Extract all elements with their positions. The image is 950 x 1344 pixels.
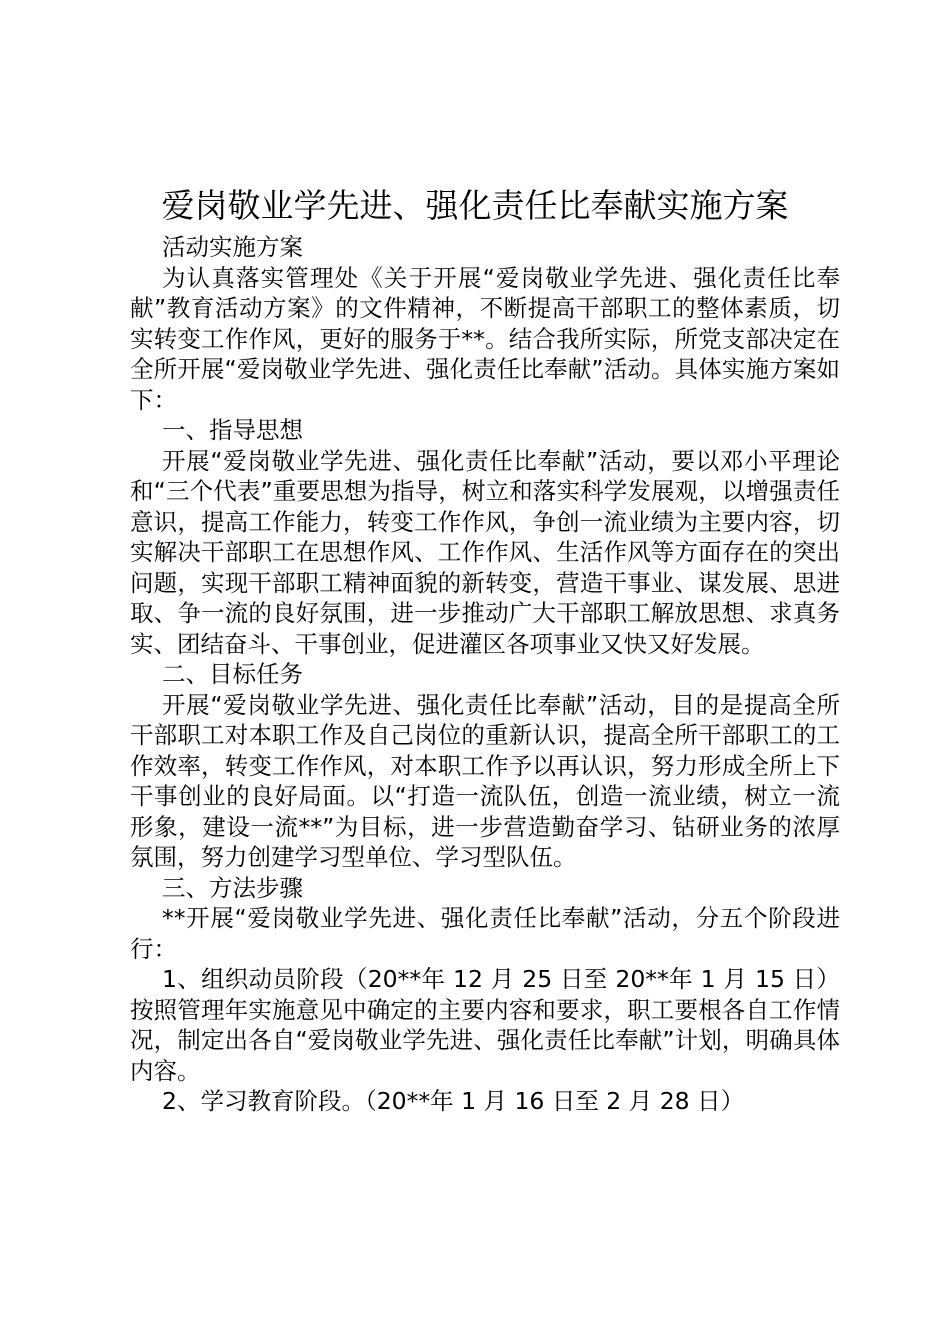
section-heading-method-steps: 三、方法步骤 xyxy=(162,873,303,902)
document-body xyxy=(130,232,840,1117)
section-heading-goals-tasks: 二、目标任务 xyxy=(162,660,303,688)
document-subtitle: 活动实施方案 xyxy=(162,233,303,261)
intro-paragraph: 为认真落实管理处《关于开展“爱岗敬业学先进、强化责任比奉献”教育活动方案》的文件精神，不断提高干部职工的整体素质，切实转变工作作风，更好的服务于**。结合我所实际，所党支部决定在全所开展“爱岗敬业学先进、强化责任比奉献”活动。具体实施方案如下： xyxy=(130,263,840,414)
section-paragraph: 1、组织动员阶段（20**年 12 月 25 日至 20**年 1 月 15 日）按照管理年实施意见中确定的主要内容和要求，职工要根各自工作情况，制定出各自“爱岗敬业学先进、强化责任比奉献”计划，明确具体内容。 xyxy=(130,965,840,1085)
section-paragraph: **开展“爱岗敬业学先进、强化责任比奉献”活动，分五个阶段进行： xyxy=(130,904,840,963)
document-title: 爱岗敬业学先进、强化责任比奉献实施方案 xyxy=(161,186,789,225)
section-heading-guiding-ideology: 一、指导思想 xyxy=(162,416,303,444)
section-paragraph: 开展“爱岗敬业学先进、强化责任比奉献”活动，要以邓小平理论和“三个代表”重要思想为指导，树立和落实科学发展观，以增强责任意识，提高工作能力，转变工作作风，争创一流业绩为主要内容，切实解决干部职工在思想作风、工作作风、生活作风等方面存在的突出问题，实现干部职工精神面貌的新转变，营造干事业、谋发展、思进取、争一流的良好氛围，进一步推动广大干部职工解放思想、求真务实、团结奋斗、干事创业，促进灌区各项事业又快又好发展。 xyxy=(130,446,840,658)
section-paragraph: 开展“爱岗敬业学先进、强化责任比奉献”活动，目的是提高全所干部职工对本职工作及自己岗位的重新认识，提高全所干部职工的工作效率，转变工作作风，对本职工作予以再认识，努力形成全所上下干事创业的良好局面。以“打造一流队伍，创造一流业绩，树立一流形象，建设一流**”为目标，进一步营造勤奋学习、钻研业务的浓厚氛围，努力创建学习型单位、学习型队伍。 xyxy=(130,690,840,871)
section-paragraph: 2、学习教育阶段。（20**年 1 月 16 日至 2 月 28 日） xyxy=(162,1087,745,1115)
